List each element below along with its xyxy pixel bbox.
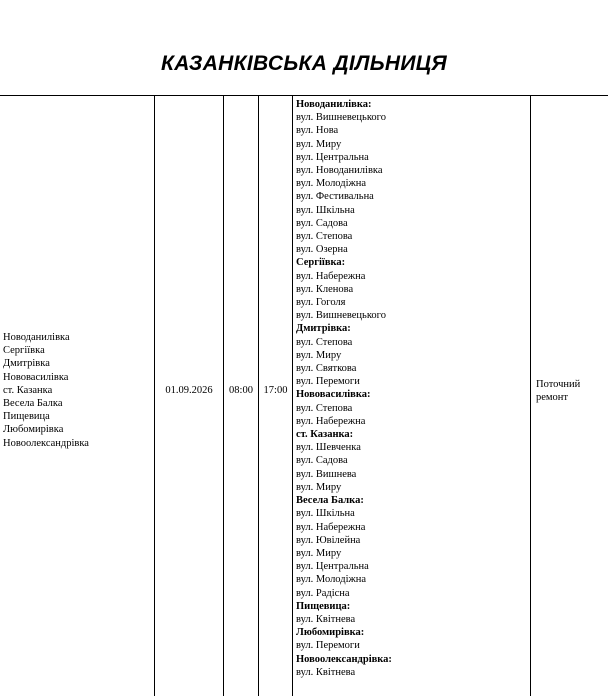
village-item: Нововасилівка bbox=[3, 371, 69, 383]
street-item: вул. Степова bbox=[296, 336, 353, 348]
street-item: вул. Миру bbox=[296, 481, 342, 493]
street-item: вул. Вишнева bbox=[296, 468, 357, 480]
street-group-title: Любомирівка: bbox=[296, 627, 365, 639]
street-item: вул. Новоданилівка bbox=[296, 165, 383, 177]
street-item: вул. Кленова bbox=[296, 283, 354, 295]
street-item: вул. Набережна bbox=[296, 521, 366, 533]
street-item: вул. Центральна bbox=[296, 561, 369, 573]
street-item: вул. Перемоги bbox=[296, 640, 360, 652]
street-group-title: Сергіївка: bbox=[296, 257, 346, 269]
street-item: вул. Квітнева bbox=[296, 666, 356, 678]
street-item: вул. Фестивальна bbox=[296, 191, 374, 203]
village-item: Пищевица bbox=[3, 411, 50, 423]
street-group-title: Новоданилівка: bbox=[296, 99, 372, 110]
street-group-title: Дмитрівка: bbox=[296, 323, 351, 335]
reason-line: Поточний bbox=[536, 379, 581, 390]
street-item: вул. Садова bbox=[296, 455, 348, 467]
village-item: Новоолександрівка bbox=[3, 437, 89, 449]
street-item: вул. Набережна bbox=[296, 270, 366, 282]
start-time-value: 08:00 bbox=[229, 385, 253, 396]
street-item: вул. Квітнева bbox=[296, 613, 356, 625]
village-item: Весела Балка bbox=[3, 398, 63, 410]
street-group-title: Пищевица: bbox=[296, 600, 351, 612]
street-item: вул. Перемоги bbox=[296, 376, 360, 388]
street-item: вул. Шкільна bbox=[296, 204, 355, 216]
reason-line: ремонт bbox=[536, 392, 569, 404]
end-time-cell bbox=[258, 96, 292, 696]
street-item: вул. Вишневецького bbox=[296, 112, 386, 124]
street-item: вул. Шевченка bbox=[296, 442, 361, 454]
streets-cell bbox=[292, 96, 530, 696]
page-title: КАЗАНКІВСЬКА ДІЛЬНИЦЯ bbox=[161, 52, 447, 75]
street-item: вул. Гоголя bbox=[296, 297, 346, 309]
village-list bbox=[3, 331, 89, 450]
street-item: вул. Молодіжна bbox=[296, 574, 367, 586]
street-item: вул. Ювілейна bbox=[296, 534, 361, 546]
street-item: вул. Степова bbox=[296, 231, 353, 243]
village-item: Новоданилівка bbox=[3, 332, 70, 343]
street-item: вул. Степова bbox=[296, 402, 353, 414]
village-item: Дмитрівка bbox=[3, 358, 50, 370]
street-item: вул. Миру bbox=[296, 349, 342, 361]
reason-text bbox=[536, 378, 580, 404]
street-item: вул. Святкова bbox=[296, 363, 357, 375]
street-item: вул. Озерна bbox=[296, 244, 348, 256]
street-item: вул. Молодіжна bbox=[296, 178, 367, 190]
date-cell bbox=[154, 96, 223, 696]
reason-cell bbox=[530, 96, 608, 696]
street-item: вул. Вишневецького bbox=[296, 310, 386, 322]
outage-table bbox=[0, 95, 608, 686]
street-item: вул. Центральна bbox=[296, 151, 369, 163]
end-time-value: 17:00 bbox=[263, 385, 288, 396]
street-group-title: Новоолександрівка: bbox=[296, 653, 392, 665]
street-group-title: Весела Балка: bbox=[296, 495, 364, 507]
street-group-title: ст. Казанка: bbox=[296, 429, 354, 441]
street-group-title: Нововасилівка: bbox=[296, 389, 371, 401]
street-item: вул. Миру bbox=[296, 547, 342, 559]
start-time-cell bbox=[223, 96, 258, 696]
street-groups bbox=[296, 98, 392, 679]
village-item: ст. Казанка bbox=[3, 384, 53, 396]
street-item: вул. Садова bbox=[296, 217, 348, 229]
villages-cell bbox=[0, 96, 154, 696]
street-item: вул. Шкільна bbox=[296, 508, 355, 520]
village-item: Любомирівка bbox=[3, 424, 64, 436]
street-item: вул. Набережна bbox=[296, 415, 366, 427]
street-item: вул. Нова bbox=[296, 125, 339, 137]
village-item: Сергіївка bbox=[3, 345, 45, 357]
date-value: 01.09.2026 bbox=[165, 385, 213, 396]
street-item: вул. Радісна bbox=[296, 587, 350, 599]
street-item: вул. Миру bbox=[296, 138, 342, 150]
